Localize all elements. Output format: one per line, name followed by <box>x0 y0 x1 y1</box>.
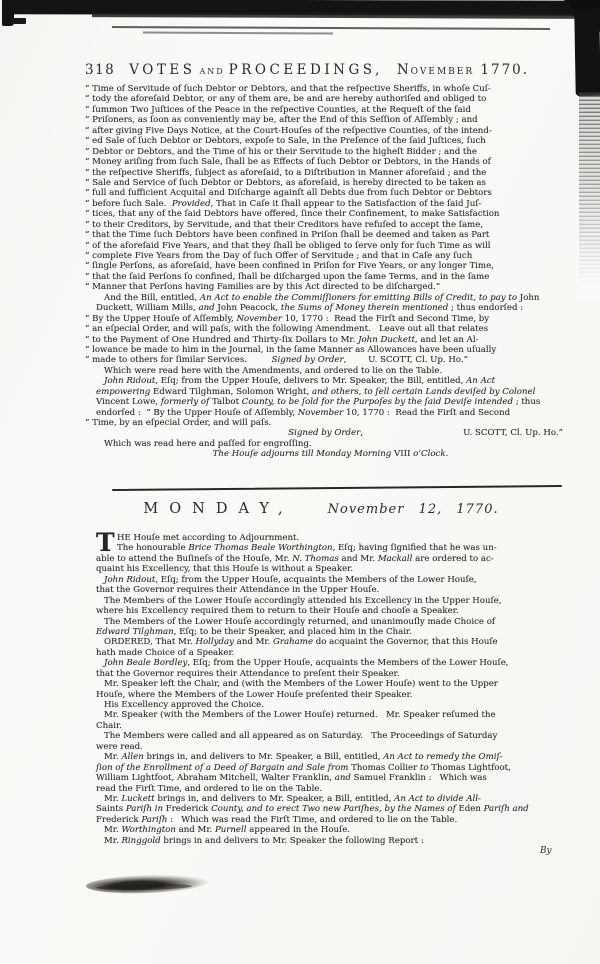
scan-artifact-right-edge <box>574 10 600 96</box>
text-line: where his Excellency required them to return to their Houſe and chooſe a Speaker. <box>96 606 459 617</box>
running-header <box>85 62 557 82</box>
text-line: T HE Houſe met according to Adjournment. <box>96 528 300 557</box>
text-line: “ Time of Servitude of ſuch Debtor or Debtors, and that the reſpective Sheriffs, in whoſe Cuſ- <box>85 84 491 94</box>
text-line: ſion of the Enrollment of a Deed of Bargain and Sale from Thomas Collier to Thomas Lightfoot, <box>96 762 511 773</box>
scan-artifact-page-edge-line-2 <box>143 32 333 35</box>
text-line: ORDERED, That Mr. Hollyday and Mr. Grahame do acquaint the Governor, that this Houſe <box>104 637 498 648</box>
text-line: Houſe, where the Members of the Lower Houſe preſented their Speaker. <box>96 689 413 700</box>
text-line: “ Money ariſing from ſuch Sale, ſhall be as Effects of ſuch Debtor or Debtors, in the Hands of <box>85 157 491 168</box>
text-line: Chair. <box>96 720 122 731</box>
text-line: Signed by Order, U. SCOTT, Cl. Up. Ho.” <box>288 428 563 439</box>
text-line: “ the reſpective Sheriffs, ſubject as aforeſaid, to a Diſtribution in Manner aforeſaid ; and the <box>85 167 487 178</box>
text-line: “ ed Sale of ſuch Debtor or Debtors, expoſe to Sale, in the Preſence of the ſaid Juſtices, ſuch <box>85 136 486 147</box>
text-line: “ Priſoners, as ſoon as conveniently may be, after the End of this Seſſion of Aſſembly ; and <box>85 115 478 126</box>
text-line: “ Time, by an eſpecial Order, and will paſs. <box>85 418 272 428</box>
text-line: John Ridout, Eſq; from the Upper Houſe, delivers to Mr. Speaker, the Bill, entitled, An Act <box>104 376 496 387</box>
text-line: “ lowance be made to him in the Journal, in the ſame Manner as Allowances have been uſually <box>85 344 497 355</box>
monday-date-label: November 12, 1770. <box>327 502 499 517</box>
text-line: “ full and ſufficient Acquital and Diſcharge againſt all Debts due from ſuch Debtor or Debtors <box>85 188 492 199</box>
text-line: Vincent Lowe, formerly of Talbot County, to be ſold for the Purpoſes by the ſaid Deviſe intended ; thus <box>96 397 541 408</box>
text-line: The Members of the Lower Houſe accordingly attended his Excellency in the Upper Houſe, <box>104 595 502 606</box>
text-line: “ before ſuch Sale. Provided, That in Caſe it ſhall appear to the Satisfaction of the ſaid Juſ- <box>85 198 482 209</box>
text-line: His Excellency approved the Choice. <box>104 700 264 710</box>
header-title-proceedings: PROCEEDINGS, <box>228 62 383 78</box>
text-line: quaint his Excellency, that this Houſe is without a Speaker. <box>96 564 354 575</box>
text-line: “ By the Upper Houſe of Aſſembly, November 10, 1770 : Read the Firſt and Second Time, by <box>85 313 490 324</box>
text-line: “ an eſpecial Order, and will paſs, with the following Amendment. Leave out all that relates <box>85 324 489 335</box>
scan-artifact-page-edge-line <box>112 26 550 30</box>
scan-artifact-top-edge-2 <box>92 12 600 19</box>
page-number: 318 <box>85 62 116 78</box>
text-line: Which was read here and paſſed for engroſſing. <box>104 438 312 449</box>
text-line: Mr. Ringgold brings in and delivers to Mr. Speaker the following Report : <box>104 835 424 846</box>
text-line: endorſed : “ By the Upper Houſe of Aſſembly, November 10, 1770 : Read the Firſt and Second <box>96 407 511 418</box>
text-line: “ Sale and Service of ſuch Debtor or Debtors, as aforeſaid, is hereby directed to be taken as <box>85 177 486 188</box>
text-line: “ Manner that Perſons having Families are by this Act directed to be diſcharged.” <box>85 282 441 293</box>
text-line: Which were read here with the Amendments, and ordered to lie on the Table. <box>104 365 443 376</box>
header-date: November 1770. <box>396 62 530 78</box>
monday-heading <box>85 501 557 517</box>
section-divider-rule <box>112 485 562 491</box>
text-line: William Lightfoot, Abraham Mitchell, Walter Franklin, and Samuel Franklin : Which was <box>96 773 487 784</box>
text-line: The Members were called and all appeared as on Saturday. The Proceedings of Saturday <box>104 731 498 742</box>
text-line: empowering Edward Tilghman, Solomon Wright, and others, to ſell certain Lands deviſed by Colonel <box>96 386 536 397</box>
text-line: “ to the Payment of One Hundred and Thirty-ſix Dollars to Mr. John Duckett, and let an Al- <box>85 334 479 345</box>
text-line: The honourable Brice Thomas Beale Worthington, Eſq; having ſignified that he was un- <box>117 543 497 554</box>
text-line: John Ridout, Eſq; from the Upper Houſe, acquaints the Members of the Lower Houſe, <box>104 574 477 585</box>
scan-artifact-left-corner-2 <box>12 18 26 24</box>
text-line: Frederick Pariſh : Which was read the Firſt Time, and ordered to lie on the Table. <box>96 814 458 825</box>
text-line: that the Governor requires their Attendance to preſent their Speaker. <box>96 668 400 679</box>
text-line: “ that the Time ſuch Debtors have been confined in Priſon ſhall be deemed and taken as Part <box>85 230 490 241</box>
text-line: Mr. Speaker (with the Members of the Lower Houſe) returned. Mr. Speaker reſumed the <box>104 710 496 721</box>
text-line: Edward Tilghman, Eſq; to be their Speaker, and placed him in the Chair. <box>96 626 412 637</box>
text-line: “ that the ſaid Perſons ſo confined, ſhall be diſcharged upon the ſame Terms, and in the ſame <box>85 271 490 282</box>
text-line: Mr. Allen brings in, and delivers to Mr. Speaker, a Bill, entitled, An Act to remedy the Omiſ- <box>104 752 503 763</box>
text-line: Duckett, William Mills, and John Peacock, the Sums of Money therein mentioned ; thus endorſed : <box>96 303 524 314</box>
text-line: And the Bill, entitled, An Act to enable the Commiſſioners for emitting Bills of Credit, to pay to John <box>104 292 540 303</box>
text-line: Mr. Worthington and Mr. Purnell appeared in the Houſe. <box>104 825 351 836</box>
header-title-votes: VOTES <box>129 62 196 78</box>
monday-day-label: MONDAY, <box>143 501 294 517</box>
text-line: were read. <box>96 741 143 752</box>
text-line: Saints Pariſh in Frederick County, and to erect Two new Pariſhes, by the Names of Eden Pariſh and <box>96 804 529 815</box>
text-line: “ complete Five Years from the Day of ſuch Offer of Servitude ; and that in Caſe any ſuch <box>85 251 473 261</box>
text-line: “ ſingle Perſons, as aforeſaid, have been confined in Priſon for Five Years, or any longer Time, <box>85 261 494 272</box>
text-line: “ after giving Five Days Notice, at the Court-Houſes of the reſpective Counties, of the intend- <box>85 125 492 136</box>
proceedings-nov12-text <box>85 528 565 846</box>
scan-artifact-binding-fade <box>577 92 600 302</box>
text-line: “ to their Creditors, by Servitude, and that their Creditors have refuſed to accept the ſame, <box>85 219 484 230</box>
text-line: “ ſummon Two Juſtices of the Peace in the reſpective Counties, at the Requeſt of the ſaid <box>85 104 471 115</box>
text-line: “ Debtor or Debtors, and the Time of his or their Servitude to the higheſt Bidder ; and the <box>85 146 478 157</box>
text-line: “ of the aforeſaid Five Years, and that they ſhall be obliged to ſerve only for ſuch Time as will <box>85 240 491 251</box>
text-line: Mr. Speaker left the Chair, and (with the Members of the Lower Houſe) went to the Upper <box>104 679 498 690</box>
text-line: The Houſe adjourns till Monday Morning VIII o’Clock. <box>212 449 449 460</box>
text-line: that the Governor requires their Attendance in the Upper Houſe. <box>96 585 380 596</box>
proceedings-nov10-text <box>85 84 565 460</box>
text-line: hath made Choice of a Speaker. <box>96 647 235 658</box>
text-line: Mr. Luckett brings in, and delivers to Mr. Speaker, a Bill, entitled, An Act to divide All- <box>104 793 481 804</box>
text-line: John Beale Bordley, Eſq; from the Upper Houſe, acquaints the Members of the Lower Houſe, <box>104 658 509 669</box>
text-line: The Members of the Lower Houſe accordingly returned, and unanimouſly made Choice of <box>104 616 496 627</box>
text-line: “ tices, that any of the ſaid Debtors have offered, ſince their Confinement, to make Satisfaction <box>85 209 500 220</box>
header-title-and: and <box>199 63 225 77</box>
catchword: By <box>540 846 552 856</box>
text-line: able to attend the Buſineſs of the Houſe, Mr. N. Thomas and Mr. Mackall are ordered to ac- <box>96 553 494 564</box>
drop-cap: T <box>96 528 115 557</box>
text-line: read the Firſt Time, and ordered to lie on the Table. <box>96 783 323 794</box>
text-line: “ made to others for ſimilar Services. Signed by Order, U. SCOTT, Cl. Up. Ho.” <box>85 355 469 366</box>
text-line: “ tody the aforeſaid Debtor, or any of them are, be and are hereby authoriſed and obliged to <box>85 94 487 105</box>
